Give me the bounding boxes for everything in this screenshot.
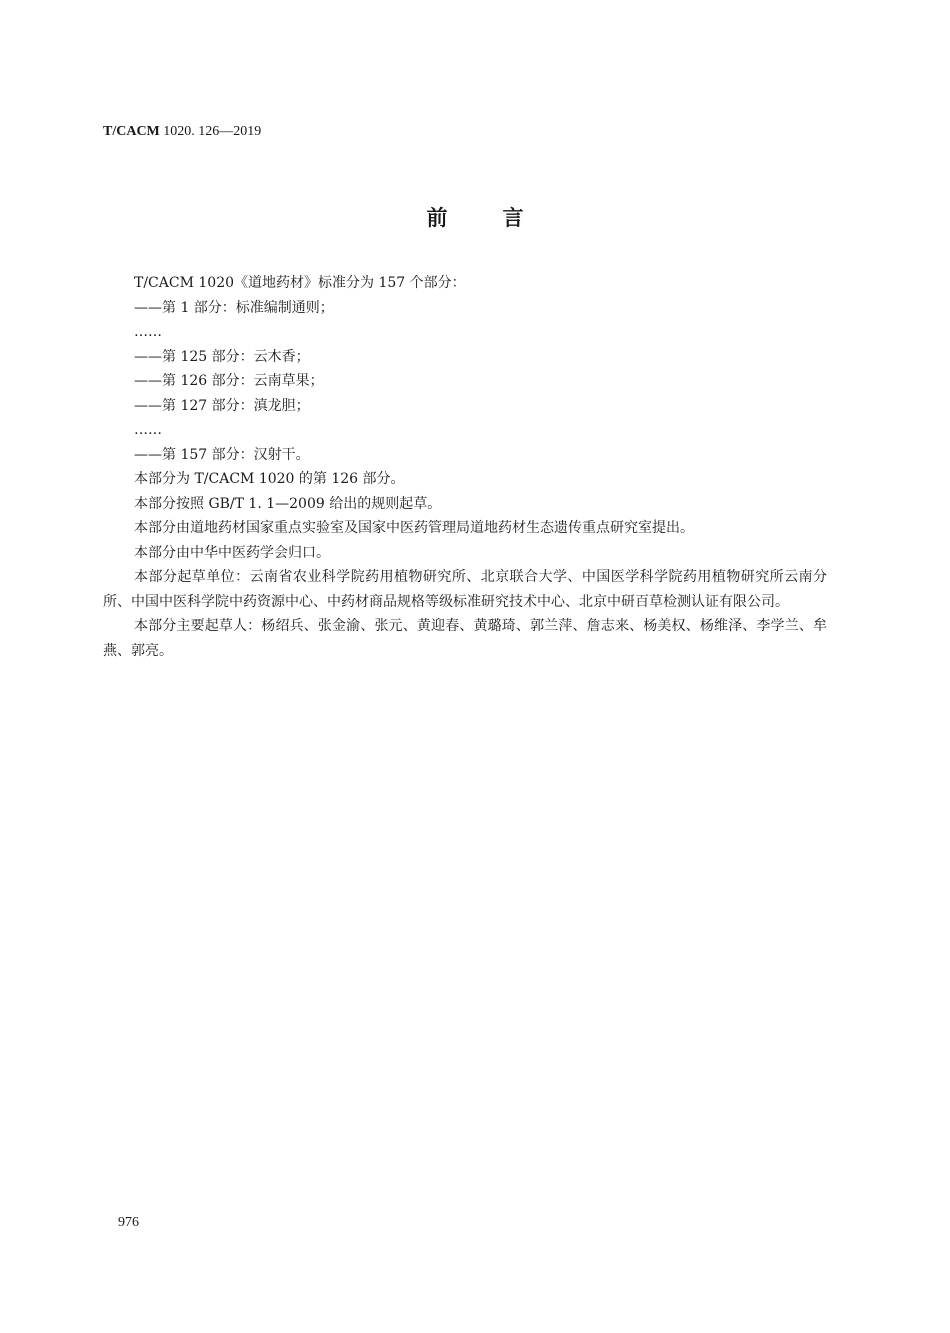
paragraph-drafters: 本部分主要起草人：杨绍兵、张金渝、张元、黄迎春、黄璐琦、郭兰萍、詹志来、杨美权、杨维泽、李学兰、牟燕、郭亮。	[103, 618, 827, 659]
paragraph-drafting-rules: 本部分按照 GB/T 1. 1—2009 给出的规则起草。	[134, 495, 442, 512]
paragraph-parts-intro: T/CACM 1020《道地药材》标准分为 157 个部分：	[134, 275, 466, 291]
list-item-part-157: ——第 157 部分：汉射干。	[134, 446, 310, 463]
document-header	[103, 121, 261, 142]
list-ellipsis: ……	[134, 422, 162, 438]
list-item-part-127: ——第 127 部分：滇龙胆；	[134, 397, 310, 414]
paragraph-proposer: 本部分由道地药材国家重点实验室及国家中医药管理局道地药材生态遗传重点研究室提出。	[134, 520, 694, 536]
paragraph-centralized: 本部分由中华中医药学会归口。	[134, 544, 330, 561]
page-number: 976	[118, 1215, 139, 1230]
list-item-part-1: ——第 1 部分：标准编制通则；	[134, 299, 334, 316]
foreword-body	[103, 271, 827, 663]
list-item-part-125: ——第 125 部分：云木香；	[134, 348, 310, 365]
title-char-2: 言	[502, 206, 524, 230]
list-ellipsis: ……	[134, 324, 162, 340]
paragraph-this-part: 本部分为 T/CACM 1020 的第 126 部分。	[134, 471, 405, 487]
standard-prefix: T/CACM	[103, 124, 160, 139]
page-title	[0, 204, 950, 232]
title-char-1: 前	[426, 206, 448, 230]
list-item-part-126: ——第 126 部分：云南草果；	[134, 373, 324, 389]
paragraph-drafting-units: 本部分起草单位：云南省农业科学院药用植物研究所、北京联合大学、中国医学科学院药用植物研究所云南分所、中国中医科学院中药资源中心、中药材商品规格等级标准研究技术中心、北京中研百草检测认证有限公司。	[103, 569, 827, 610]
standard-number: 1020. 126—2019	[159, 124, 262, 139]
